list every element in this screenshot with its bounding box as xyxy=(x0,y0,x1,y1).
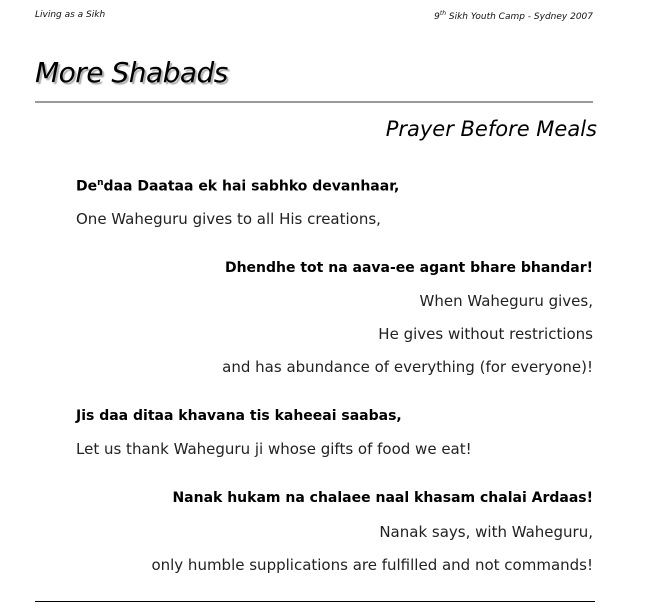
running-header-right xyxy=(434,10,593,22)
verse-line-1-end: daa Daataa ek hai sabhko devanhaar, xyxy=(103,178,400,195)
section-subtitle: Prayer Before Meals xyxy=(385,117,597,141)
title-divider xyxy=(35,101,593,103)
header-ordinal-suffix: th xyxy=(439,10,446,17)
verse-line-4: Nanak hukam na chalaee naal khasam chalai Ardaas! xyxy=(172,490,593,506)
translation-line-3: Let us thank Waheguru ji whose gifts of food we eat! xyxy=(76,440,472,458)
footer-divider xyxy=(35,601,595,602)
running-header-left: Living as a Sikh xyxy=(35,10,106,20)
translation-line-2c: and has abundance of everything (for everyone)! xyxy=(222,358,593,376)
verse-line-1 xyxy=(76,178,399,195)
verse-line-3: Jis daa ditaa khavana tis kaheeai saabas, xyxy=(76,408,402,424)
translation-line-1: One Waheguru gives to all His creations, xyxy=(76,210,381,228)
verse-line-1-start: De xyxy=(76,178,98,195)
translation-line-4a: Nanak says, with Waheguru, xyxy=(379,523,593,541)
translation-line-2a: When Waheguru gives, xyxy=(419,292,593,310)
translation-line-2b: He gives without restrictions xyxy=(378,325,593,343)
header-edition-number: 9 xyxy=(434,12,440,22)
page-title: More Shabads xyxy=(35,56,228,89)
verse-line-1-superscript: n xyxy=(97,178,104,188)
translation-line-4b: only humble supplications are fulfilled and not commands! xyxy=(151,556,593,574)
header-camp-text: Sikh Youth Camp - Sydney 2007 xyxy=(446,12,593,22)
verse-line-2: Dhendhe tot na aava-ee agant bhare bhandar! xyxy=(224,260,593,276)
